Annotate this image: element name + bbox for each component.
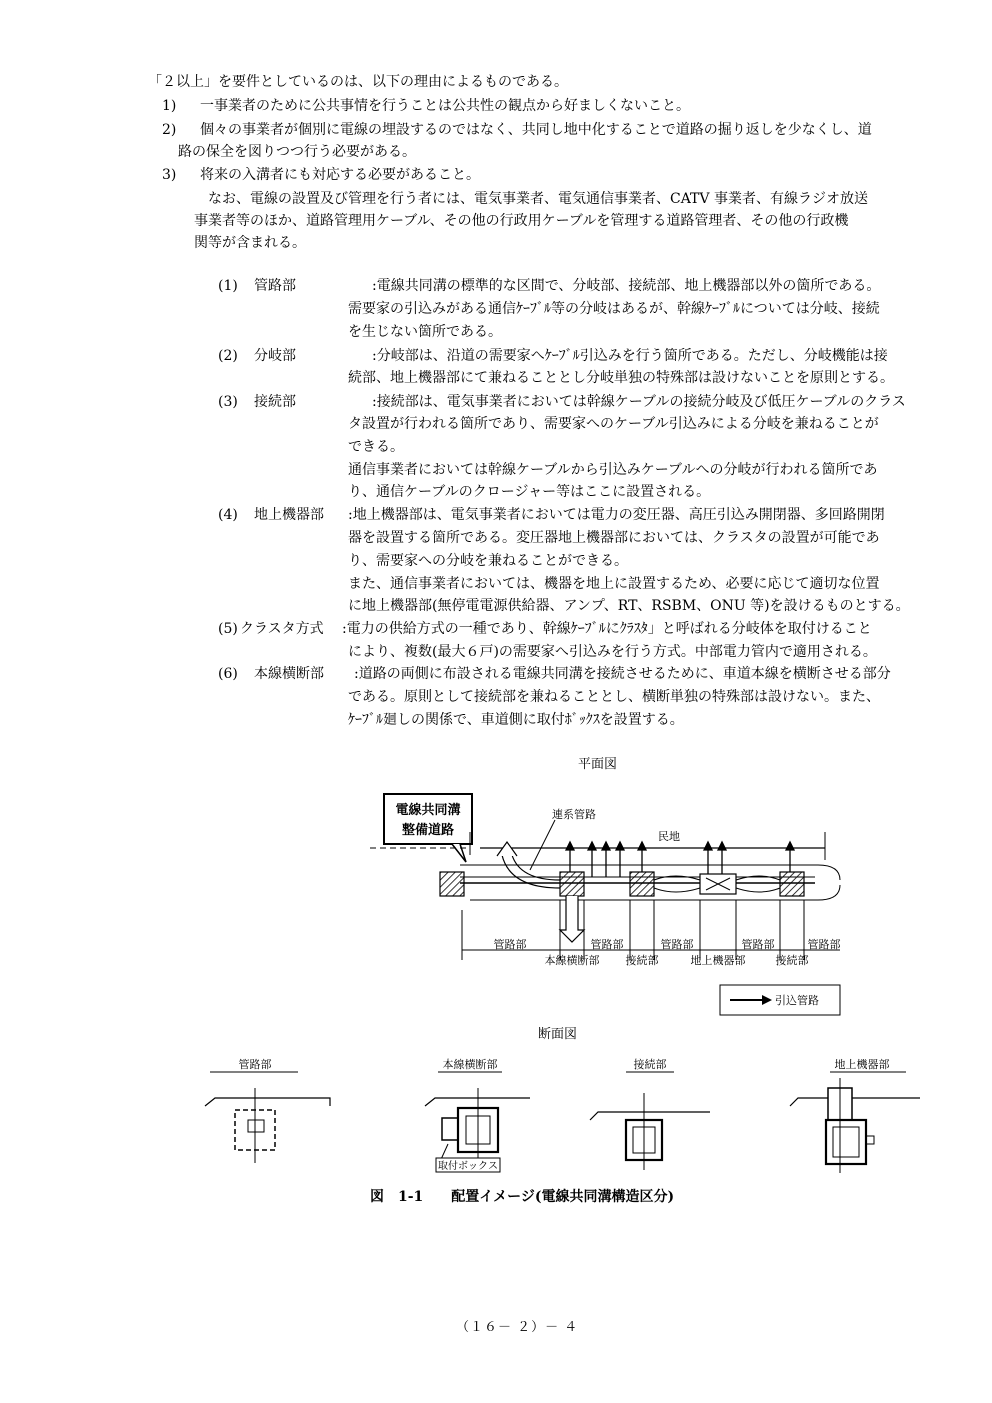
def-desc: に地上機器部(無停電電源供給器、アンプ、RT、RSBM、ONU 等)を設けるものとする。 [348, 598, 910, 614]
def-desc: また、通信事業者においては、機器を地上に設置するため、必要に応じて適切な位置 [348, 576, 880, 592]
def-desc: :分岐部は、沿道の需要家へｹｰﾌﾞﾙ引込みを行う箇所である。ただし、分岐機能は接 [372, 348, 888, 364]
segment-label: 管路部 [741, 938, 775, 951]
reason-text: 個々の事業者が個別に電線の埋設するのではなく、共同し地中化することで道路の掘り返しを少なくし、道 [200, 122, 872, 138]
def-number: (5) [218, 621, 238, 637]
def-desc: :電線共同溝の標準的な区間で、分岐部、接続部、地上機器部以外の箇所である。 [372, 278, 881, 294]
def-term: 地上機器部 [254, 507, 324, 523]
def-desc: 通信事業者においては幹線ケーブルから引込みケーブルへの分岐が行われる箇所であ [348, 462, 878, 478]
def-term: 接続部 [254, 394, 296, 410]
def-desc: :電力の供給方式の一種であり、幹線ｹｰﾌﾞﾙにｸﾗｽﾀ」と呼ばれる分岐体を取付けること [342, 621, 872, 637]
part-label: 接続部 [775, 954, 809, 967]
def-desc: ｹｰﾌﾞﾙ廻しの関係で、車道側に取付ﾎﾞｯｸｽを設置する。 [348, 712, 684, 728]
def-number: (6) [218, 666, 238, 682]
renkei-label: 連系管路 [552, 808, 596, 821]
section-label: 本線横断部 [442, 1058, 498, 1071]
def-desc: 器を設置する箇所である。変圧器地上機器部においては、クラスタの設置が可能であ [348, 530, 880, 546]
callout-line: 整備道路 [401, 823, 455, 838]
plan-view-title: 平面図 [578, 757, 618, 772]
section-label: 地上機器部 [834, 1058, 890, 1071]
def-desc: :道路の両側に布設される電線共同溝を接続させるために、車道本線を横断させる部分 [354, 666, 891, 682]
section-label: 接続部 [633, 1058, 667, 1071]
reason-number: 1) [162, 98, 177, 114]
part-label: 地上機器部 [690, 954, 746, 967]
def-term: 分岐部 [254, 348, 296, 364]
section-label: 管路部 [238, 1058, 272, 1071]
callout-line: 電線共同溝 [395, 803, 461, 818]
def-number: (3) [218, 394, 238, 410]
note-text: なお、電線の設置及び管理を行う者には、電気事業者、電気通信事業者、CATV 事業者、有線ラジオ放送 [208, 191, 868, 207]
def-desc: タ設置が行われる箇所であり、需要家へのケーブル引込みによる分岐を兼ねることが [348, 416, 879, 432]
reason-number: 2) [162, 122, 177, 138]
note-text: 事業者等のほか、道路管理用ケーブル、その他の行政用ケーブルを管理する道路管理者、その他の行政機 [194, 213, 849, 229]
def-number: (1) [218, 278, 238, 294]
part-label: 接続部 [625, 954, 659, 967]
segment-label: 管路部 [590, 938, 624, 951]
reason-text: 路の保全を図りつつ行う必要がある。 [178, 144, 416, 160]
figure-caption: 図 1-1 配置イメージ(電線共同溝構造区分) [370, 1189, 675, 1205]
def-number: (4) [218, 507, 238, 523]
intro-lead: 「２以上」を要件としているのは、以下の理由によるものである。 [148, 74, 568, 90]
part-label: 本線横断部 [544, 954, 600, 967]
legend-label: 引込管路 [775, 994, 819, 1007]
def-term: 管路部 [254, 278, 296, 294]
minchi-label: 民地 [658, 830, 680, 843]
toritsuke-label: 取付ボックス [438, 1161, 498, 1172]
note-text: 関等が含まれる。 [194, 235, 306, 251]
plan-view-diagram [370, 780, 850, 1020]
def-desc: り、需要家への分岐を兼ねることができる。 [348, 553, 628, 569]
def-desc: である。原則として接続部を兼ねることとし、横断単独の特殊部は設けない。また、 [348, 689, 880, 705]
segment-label: 管路部 [493, 938, 527, 951]
def-number: (2) [218, 348, 238, 364]
def-term: クラスタ方式 [240, 621, 324, 637]
def-desc: :接続部は、電気事業者においては幹線ケーブルの接続分岐及び低圧ケーブルのクラス [372, 394, 906, 410]
def-desc: できる。 [348, 439, 404, 455]
reason-text: 将来の入溝者にも対応する必要があること。 [200, 167, 480, 183]
def-desc: 需要家の引込みがある通信ｹｰﾌﾞﾙ等の分岐はあるが、幹線ｹｰﾌﾞﾙについては分岐、接続 [348, 301, 880, 317]
def-desc: り、通信ケーブルのクロージャー等はここに設置される。 [348, 484, 711, 500]
def-desc: により、複数(最大６戸)の需要家へ引込みを行う方式。中部電力管内で適用される。 [348, 644, 877, 660]
segment-label: 管路部 [807, 938, 841, 951]
section-view-diagram [190, 1048, 930, 1178]
def-term: 本線横断部 [254, 666, 324, 682]
reason-number: 3) [162, 167, 177, 183]
section-view-title: 断面図 [538, 1027, 578, 1042]
segment-label: 管路部 [660, 938, 694, 951]
def-desc: 続部、地上機器部にて兼ねることとし分岐単独の特殊部は設けないことを原則とする。 [348, 370, 894, 386]
reason-text: 一事業者のために公共事情を行うことは公共性の観点から好ましくないこと。 [200, 98, 690, 114]
page-footer: （１６－ ２）－ ４ [456, 1320, 579, 1335]
def-desc: を生じない箇所である。 [348, 324, 502, 340]
def-desc: :地上機器部は、電気事業者においては電力の変圧器、高圧引込み開閉器、多回路開閉 [348, 507, 885, 523]
